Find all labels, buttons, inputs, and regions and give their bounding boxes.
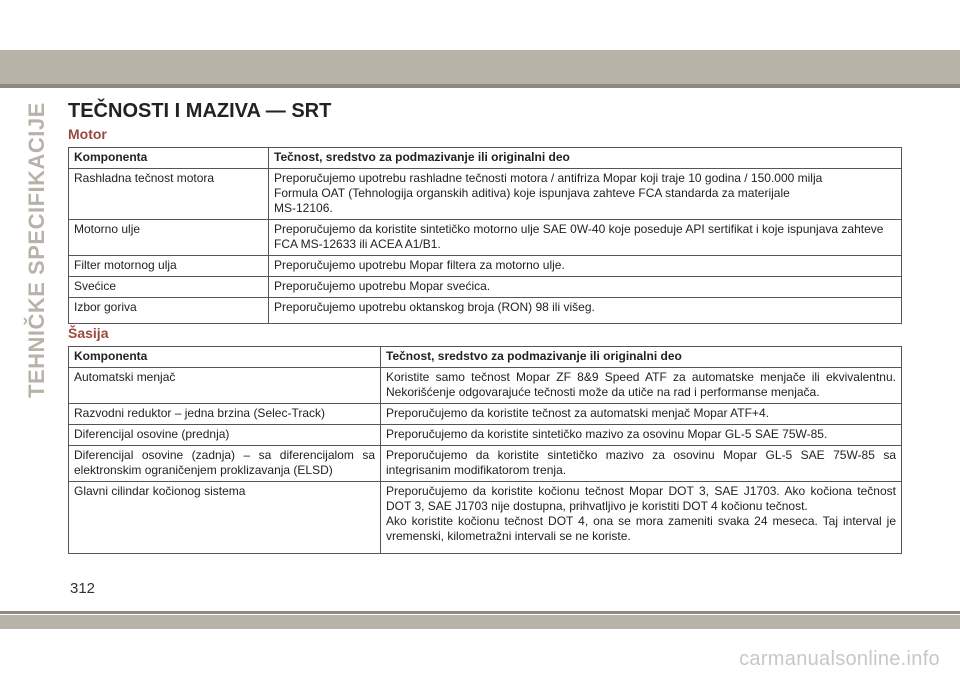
column-header: Komponenta xyxy=(69,347,381,368)
footer-rule xyxy=(0,611,960,614)
table-row xyxy=(69,446,902,482)
component-cell: Razvodni reduktor – jedna brzina (Selec-Track) xyxy=(69,404,381,425)
fluid-cell: Preporučujemo upotrebu rashladne tečnosti motora / antifriza Mopar koji traje 10 godina / 150.000 milja Formula OAT (Tehnologija organskih aditiva) koje ispunjava zahteve FCA standarda za materijale MS-12106. xyxy=(269,169,902,220)
fluid-cell: Preporučujemo da koristite sintetičko mazivo za osovinu Mopar GL-5 SAE 75W-85. xyxy=(381,425,902,446)
watermark: carmanualsonline.info xyxy=(739,648,940,670)
header-rule xyxy=(0,84,960,88)
component-cell: Diferencijal osovine (prednja) xyxy=(69,425,381,446)
column-header: Tečnost, sredstvo za podmazivanje ili originalni deo xyxy=(269,148,902,169)
page-number: 312 xyxy=(70,580,96,597)
component-cell: Glavni cilindar kočionog sistema xyxy=(69,482,381,554)
component-cell: Diferencijal osovine (zadnja) – sa diferencijalom sa elektronskim ograničenjem proklizavanja (ELSD) xyxy=(69,446,381,482)
section-heading-sasija: Šasija xyxy=(68,325,109,341)
table-row xyxy=(69,404,902,425)
table-row xyxy=(69,298,902,324)
component-cell: Motorno ulje xyxy=(69,220,269,256)
component-cell: Automatski menjač xyxy=(69,368,381,404)
motor-table xyxy=(68,147,902,324)
table-row xyxy=(69,368,902,404)
table-row xyxy=(69,220,902,256)
chassis-table xyxy=(68,346,902,554)
fluid-cell: Preporučujemo da koristite kočionu tečnost Mopar DOT 3, SAE J1703. Ako kočiona tečnost DOT 3, SAE J1703 nije dostupna, prihvatljivo je koristiti DOT 4 kočionu tečnost. Ako koristite kočionu tečnost DOT 4, ona se mora zameniti svaka 24 meseca. Taj interval je vremenski, kilometražni intervali se ne koriste. xyxy=(381,482,902,554)
page-title: TEČNOSTI I MAZIVA — SRT xyxy=(68,100,332,122)
table-header-row xyxy=(69,148,902,169)
fluid-cell: Preporučujemo upotrebu Mopar svećica. xyxy=(269,277,902,298)
table-row xyxy=(69,256,902,277)
component-cell: Filter motornog ulja xyxy=(69,256,269,277)
component-cell: Rashladna tečnost motora xyxy=(69,169,269,220)
table-header-row xyxy=(69,347,902,368)
fluid-cell: Preporučujemo upotrebu Mopar filtera za motorno ulje. xyxy=(269,256,902,277)
table-row xyxy=(69,482,902,554)
footer-band xyxy=(0,615,960,629)
fluid-cell: Preporučujemo da koristite tečnost za automatski menjač Mopar ATF+4. xyxy=(381,404,902,425)
section-heading-motor: Motor xyxy=(68,126,107,142)
fluid-cell: Preporučujemo upotrebu oktanskog broja (RON) 98 ili višeg. xyxy=(269,298,902,324)
fluid-cell: Preporučujemo da koristite sintetičko mazivo za osovinu Mopar GL-5 SAE 75W-85 sa integrisanim modifikatorom trenja. xyxy=(381,446,902,482)
component-cell: Izbor goriva xyxy=(69,298,269,324)
column-header: Komponenta xyxy=(69,148,269,169)
table-row xyxy=(69,169,902,220)
fluid-cell: Koristite samo tečnost Mopar ZF 8&9 Speed ATF za automatske menjače ili ekvivalentnu. Nekorišćenje odgovarajuće tečnosti može da utiče na rad i performanse menjača. xyxy=(381,368,902,404)
component-cell: Svećice xyxy=(69,277,269,298)
header-band xyxy=(0,50,960,84)
fluid-cell: Preporučujemo da koristite sintetičko motorno ulje SAE 0W-40 koje poseduje API sertifikat i koje ispunjava zahteve FCA MS-12633 ili ACEA A1/B1. xyxy=(269,220,902,256)
column-header: Tečnost, sredstvo za podmazivanje ili originalni deo xyxy=(381,347,902,368)
table-row xyxy=(69,425,902,446)
side-section-label: TEHNIČKE SPECIFIKACIJE xyxy=(24,102,49,398)
table-row xyxy=(69,277,902,298)
